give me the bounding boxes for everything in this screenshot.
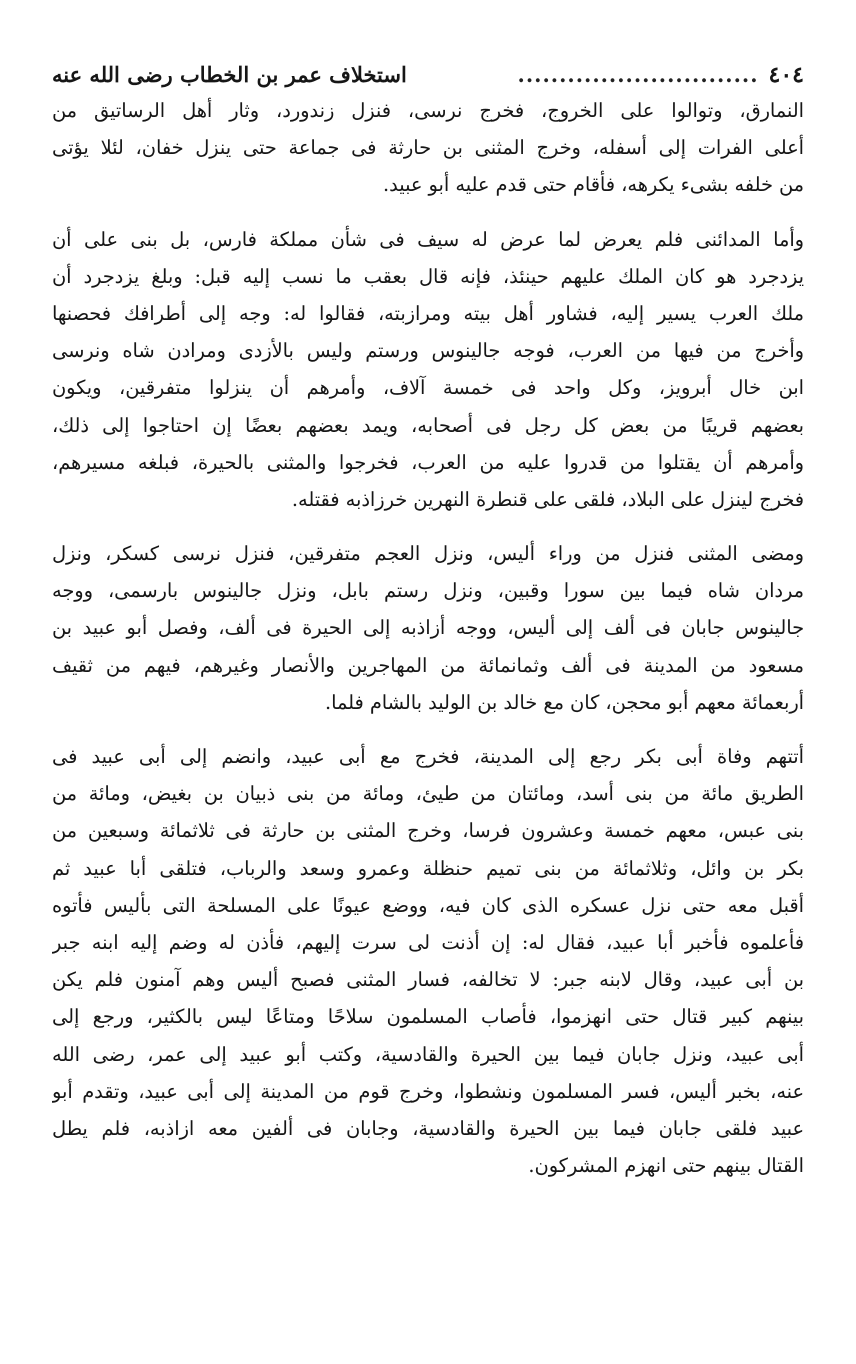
text-line: أعلى الفرات إلى أسفله، وخرج المثنى بن حارثة فى جماعة حتى ينزل خفان، لئلا يؤتى: [52, 136, 804, 160]
text-line: بنى عبس، معهم خمسة وعشرون فرسا، وخرج المثنى بن حارثة فى ثلاثمائة وسبعين من: [52, 819, 804, 843]
running-header: [52, 58, 804, 92]
text-line: بن أبى عبيد، وقال لابنه جبر: لا تخالفه، فسار المثنى فصبح أليس وهم آمنون فلم يكن: [52, 968, 804, 992]
text-line: أقبل معه حتى نزل عسكره الذى كان فيه، ووضع عيونًا على المسلحة التى بأليس فأتوه: [52, 893, 804, 917]
text-line: فخرج لينزل على البلاد، فلقى على قنطرة النهرين خرزاذبه فقتله.: [291, 487, 804, 511]
paragraph-4: [52, 738, 804, 1184]
paragraph-3: [52, 535, 804, 721]
chapter-title: استخلاف عمر بن الخطاب رضى الله عنه: [52, 62, 407, 87]
text-line: ابن خال أبرويز، وكل واحد فى خمسة آلاف، وأمرهم أن ينزلوا متفرقين، ويكون: [52, 376, 804, 400]
text-line: مردان شاه فيما بين سورا وقبين، ونزل رستم بابل، ونزل جالينوس بارسمى، ووجه: [52, 579, 804, 603]
text-line: أتتهم وفاة أبى بكر رجع إلى المدينة، فخرج مع أبى عبيد، وانضم إلى أبى عبيد فى: [52, 745, 804, 768]
text-line: وأما المدائنى فلم يعرض لما عرض له سيف فى شأن مملكة فارس، بل بنى على أن: [52, 227, 804, 251]
text-line: أربعمائة معهم أبو محجن، كان مع خالد بن الوليد بالشام فلما.: [324, 690, 804, 714]
text-line: أبى عبيد، ونزل جابان فيما بين الحيرة والقادسية، وكتب أبو عبيد إلى عمر، رضى الله: [52, 1042, 804, 1066]
text-line: وأمرهم أن يقتلوا من قدروا عليه من العرب، فخرجوا والمثنى بالحيرة، فبلغه مسيرهم،: [52, 450, 804, 474]
text-line: بكر بن وائل، وثلاثمائة من بنى تميم حنظلة وعمرو وسعد والرباب، فتلقى أبا عبيد ثم: [52, 856, 804, 880]
paragraph-2: [52, 221, 804, 519]
text-line: من خلفه بشىء يكرهه، فأقام حتى قدم عليه أبو عبيد.: [383, 173, 804, 197]
text-line: يزدجرد هو كان الملك عليهم حينئذ، فإنه قال بعقب ما نسب إليه قبل: وبلغ يزدجرد أن: [52, 264, 804, 288]
text-line: عبيد فلقى جابان فيما بين الحيرة والقادسية، وجابان فى ألفين معه ازاذبه، فلم يطل: [52, 1116, 804, 1140]
text-line: مسعود من المدينة فى ألف وثمانمائة من المهاجرين والأنصار وغيرهم، فيهم من ثقيف: [52, 653, 804, 677]
text-line: الطريق مائة من بنى أسد، ومائتان من طيئ، ومائة من بنى ذبيان بن بغيض، ومائة من: [52, 782, 804, 806]
text-line: فأعلموه فأخبر أبا عبيد، فقال له: إن أذنت لى سرت إليهم، فأذن له وضم إليه ابنه جبر: [52, 930, 804, 954]
text-line: ومضى المثنى فنزل من وراء أليس، ونزل العجم متفرقين، فنزل نرسى كسكر، ونزل: [52, 542, 804, 566]
header-leader-dots: .............................: [517, 62, 759, 87]
text-line: وأخرج من فيها من العرب، فوجه جالينوس ورستم وليس بالأزدى ومرادن شاه ونرسى: [52, 339, 804, 363]
text-line: النمارق، وتوالوا على الخروج، فخرج نرسى، فنزل زندورد، وثار أهل الرساتيق من: [52, 99, 804, 122]
text-line: القتال بينهم حتى انهزم المشركون.: [528, 1154, 804, 1178]
paragraph-1: [52, 92, 804, 204]
text-line: ملك العرب يسير إليه، فشاور أهل بيته ومرازبته، فقالوا له: وجه إلى أطرافك فحصنها: [52, 301, 804, 325]
text-line: عنه، بخبر أليس، فسر المسلمون ونشطوا، وخرج قوم من المدينة إلى أبى عبيد، وتقدم أبو: [52, 1079, 804, 1103]
text-line: بينهم كبير قتال حتى انهزموا، فأصاب المسلمون سلاحًا ومتاعًا ليس بالكثير، ورجع إلى: [52, 1005, 804, 1029]
body-text: [52, 92, 804, 1184]
page-number: ٤٠٤: [768, 62, 804, 88]
text-line: جالينوس جابان فى ألف إلى أليس، ووجه أزاذبه إلى الحيرة فى ألف، وفصل أبو عبيد بن: [52, 616, 804, 640]
text-line: بعضهم قريبًا من بعض كل رجل فى أصحابه، ويمد بعضهم بعضًا إن احتاجوا إلى ذلك،: [52, 413, 804, 437]
